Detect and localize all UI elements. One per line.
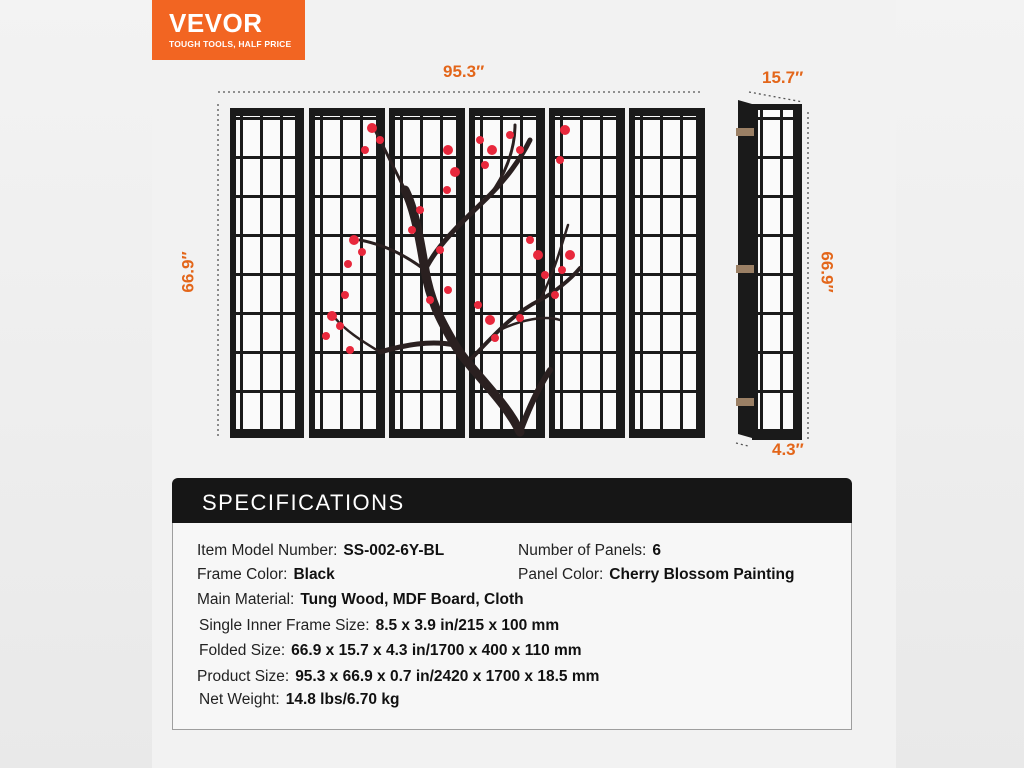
spec-panel-color: Panel Color: Cherry Blossom Painting <box>518 566 795 583</box>
panel-1 <box>230 108 304 438</box>
width-dimension: 95.3″ <box>443 62 485 81</box>
specifications-panel <box>172 523 852 730</box>
panel-2 <box>309 108 385 438</box>
spec-folded-size: Folded Size: 66.9 x 15.7 x 4.3 in/1700 x 400 x 110 mm <box>199 642 582 659</box>
spec-inner-frame-size: Single Inner Frame Size: 8.5 x 3.9 in/215 x 100 mm <box>199 617 560 634</box>
screen-panels <box>230 108 705 438</box>
panel-4 <box>469 108 545 438</box>
brand-tagline: TOUGH TOOLS, HALF PRICE <box>169 39 292 49</box>
spec-number-of-panels: Number of Panels: 6 <box>518 542 661 559</box>
height-dimension-left: 66.9″ <box>178 251 198 293</box>
depth-dimension: 15.7″ <box>762 68 804 87</box>
spec-product-size: Product Size: 95.3 x 66.9 x 0.7 in/2420 x 1700 x 18.5 mm <box>197 668 600 685</box>
spec-frame-color: Frame Color: Black <box>197 566 335 583</box>
spec-net-weight: Net Weight: 14.8 lbs/6.70 kg <box>199 691 400 708</box>
specifications-heading: SPECIFICATIONS <box>172 478 852 523</box>
spec-item-model: Item Model Number: SS-002-6Y-BL <box>197 542 445 559</box>
thickness-dimension: 4.3″ <box>772 440 804 459</box>
folded-divider-image <box>736 100 802 440</box>
panel-6 <box>629 108 705 438</box>
spec-main-material: Main Material: Tung Wood, MDF Board, Cloth <box>197 591 524 608</box>
brand-name: VEVOR <box>169 8 263 38</box>
height-dimension-right: 66.9″ <box>817 251 837 293</box>
